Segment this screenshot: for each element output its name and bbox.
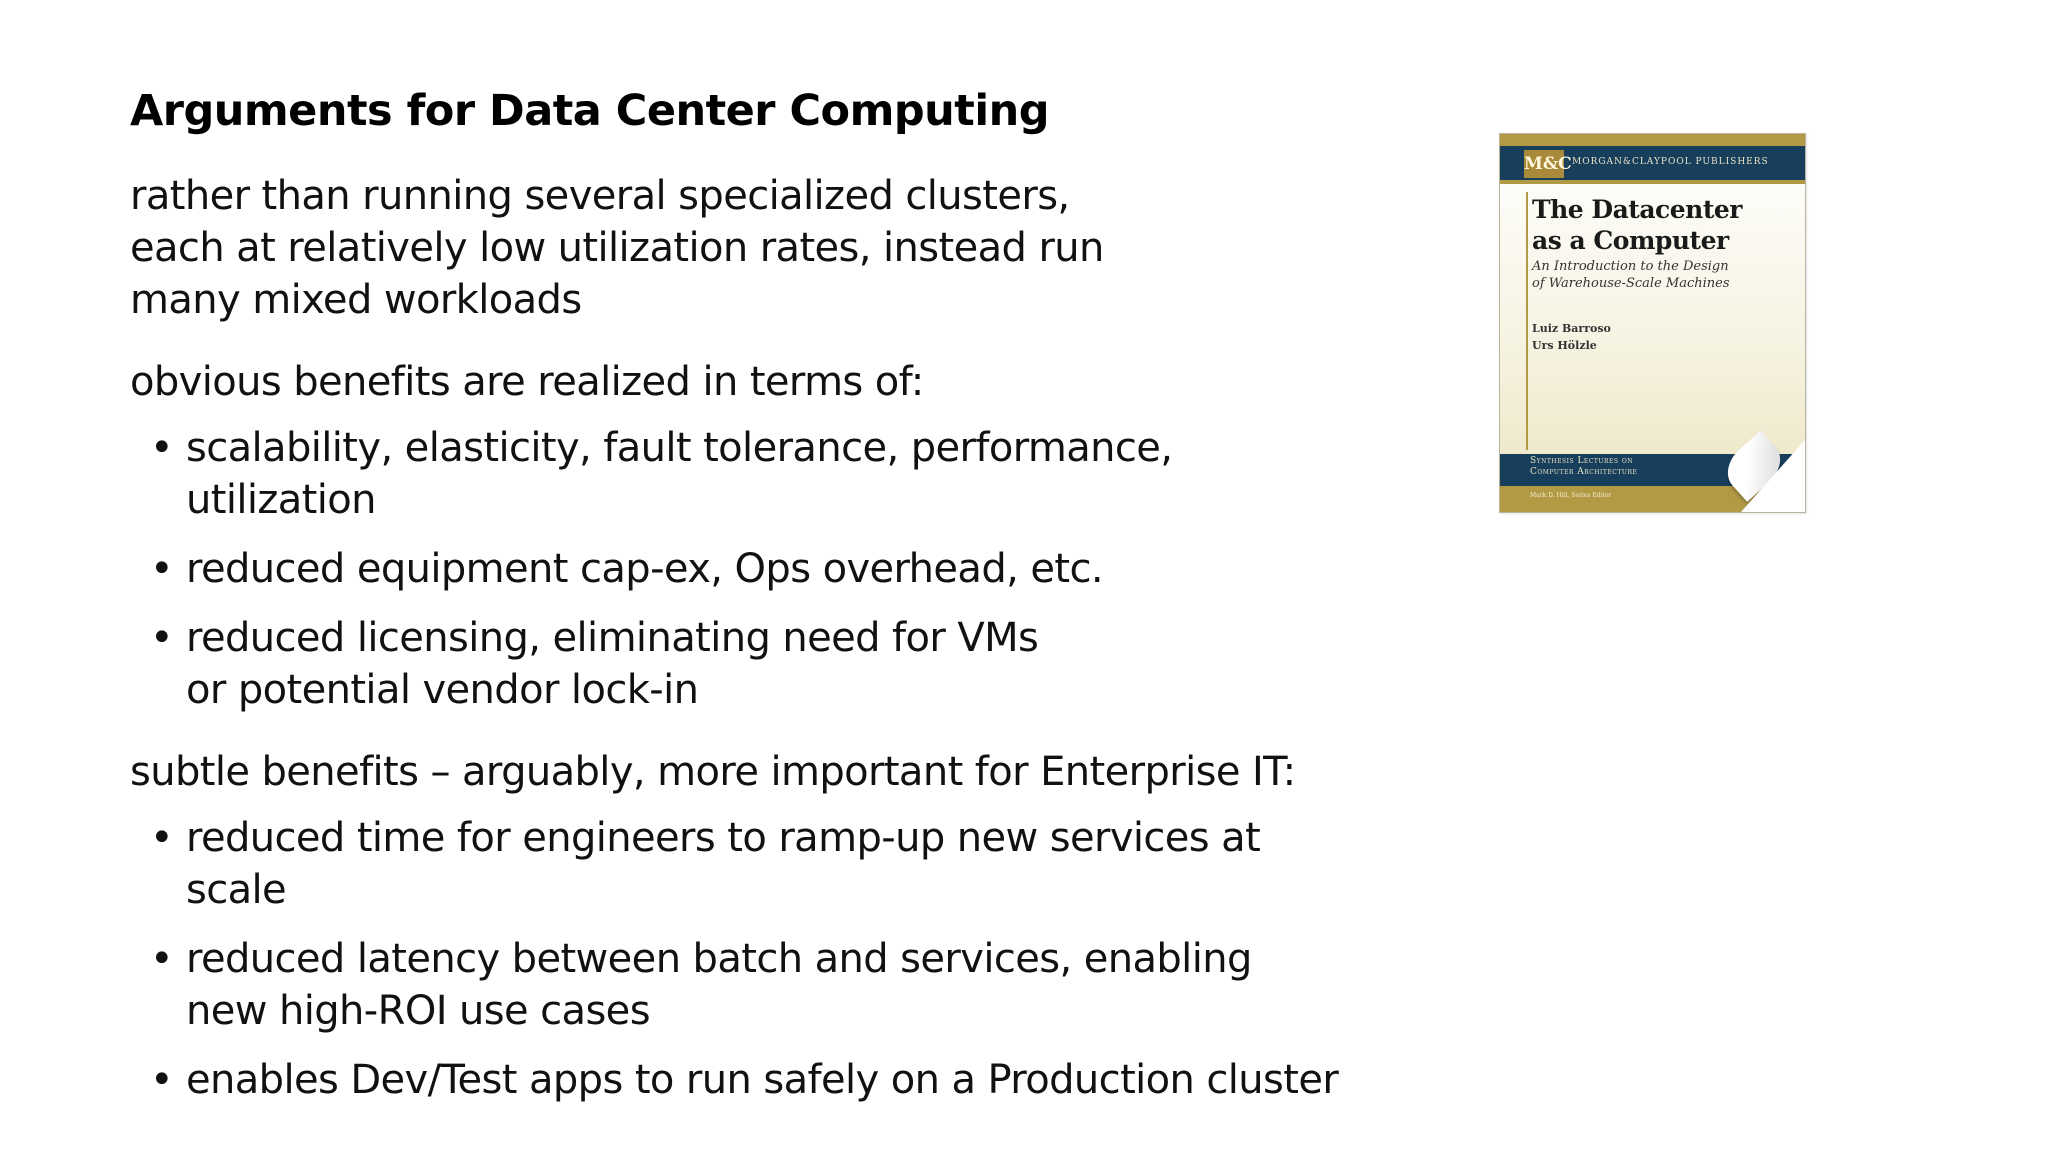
bullet-icon: • <box>150 1057 173 1103</box>
book-publisher: MORGAN&CLAYPOOL PUBLISHERS <box>1572 157 1769 167</box>
bullet-icon: • <box>150 936 173 982</box>
list-item-text: scalability, elasticity, fault tolerance, performance, utilization <box>186 425 1173 523</box>
slide-title: Arguments for Data Center Computing <box>130 86 1049 136</box>
list-item <box>130 422 1370 526</box>
book-series: Synthesis Lectures on Computer Architecture <box>1530 456 1638 477</box>
list-item <box>130 812 1370 916</box>
intro-paragraph: rather than running several specialized clusters, each at relatively low utilization rates, instead run many mixed workloads <box>130 173 1104 323</box>
book-series-editor: Mark D. Hill, Series Editor <box>1530 492 1612 499</box>
bullet-icon: • <box>150 546 173 592</box>
page-curl-corner <box>1741 440 1805 512</box>
list-item-text: reduced equipment cap-ex, Ops overhead, etc. <box>186 546 1103 592</box>
list-item-text: enables Dev/Test apps to run safely on a Production cluster <box>186 1057 1339 1103</box>
subtle-benefits-heading: subtle benefits – arguably, more important for Enterprise IT: <box>130 749 1296 795</box>
book-rule <box>1526 192 1528 450</box>
list-item <box>130 1054 1370 1106</box>
book-authors: Luiz Barroso Urs Hölzle <box>1532 322 1611 352</box>
list-item-text: reduced licensing, eliminating need for VMs or potential vendor lock-in <box>186 615 1039 713</box>
bullet-icon: • <box>150 815 173 861</box>
slide-body <box>130 170 1370 1123</box>
book-cover-image <box>1500 134 1805 512</box>
bullet-icon: • <box>150 615 173 661</box>
list-item-text: reduced time for engineers to ramp-up new services at scale <box>186 815 1261 913</box>
obvious-benefits-list <box>130 422 1370 716</box>
book-subtitle: An Introduction to the Design of Warehouse-Scale Machines <box>1532 259 1730 291</box>
publisher-logo-icon: M&C <box>1524 150 1564 178</box>
list-item <box>130 543 1370 595</box>
book-title: The Datacenter as a Computer <box>1532 195 1742 255</box>
list-item-text: reduced latency between batch and services, enabling new high-ROI use cases <box>186 936 1252 1034</box>
obvious-benefits-heading: obvious benefits are realized in terms of: <box>130 359 924 405</box>
subtle-benefits-list <box>130 812 1370 1106</box>
list-item <box>130 933 1370 1037</box>
bullet-icon: • <box>150 425 173 471</box>
list-item <box>130 612 1370 716</box>
